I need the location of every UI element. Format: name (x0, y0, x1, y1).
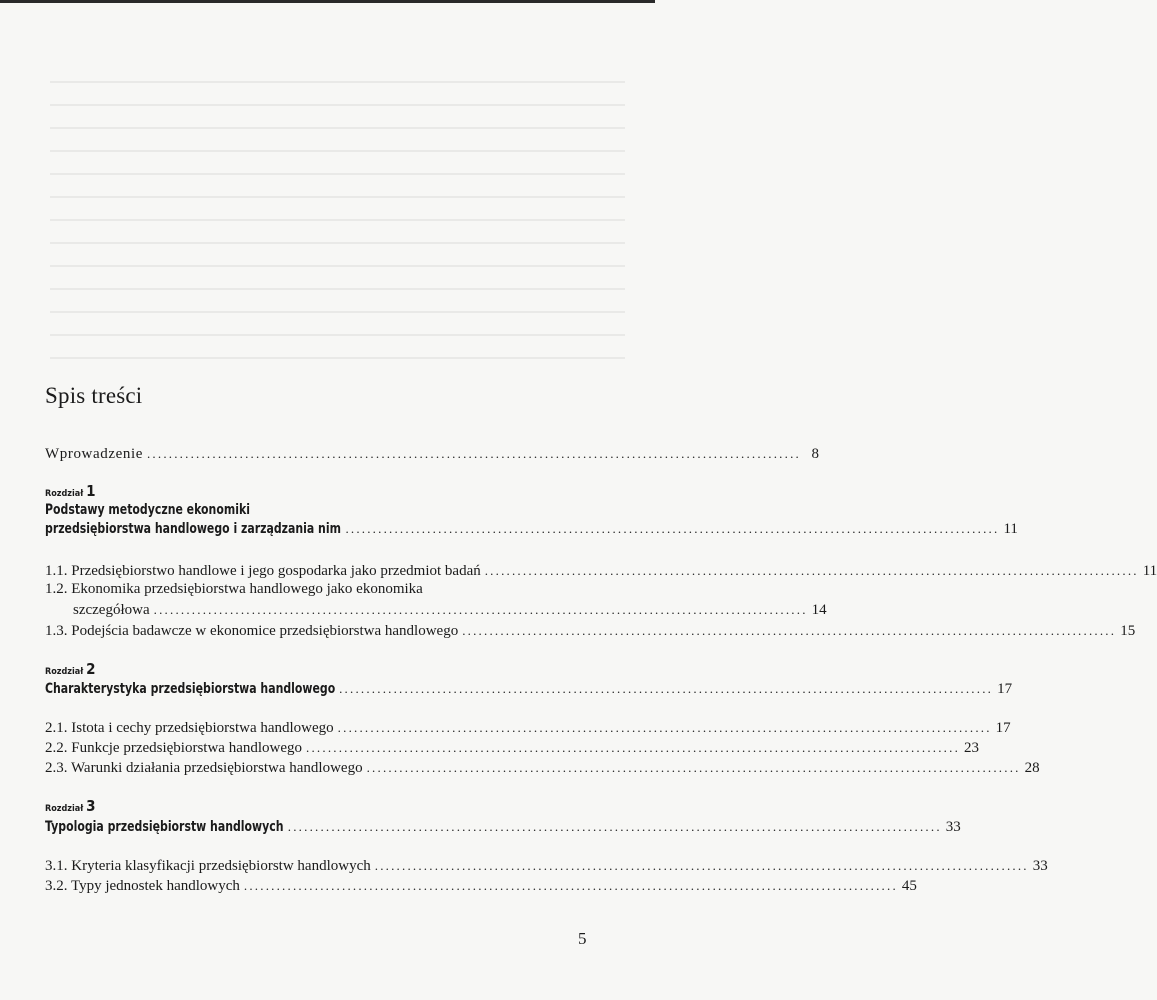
toc-page-number: 8 (811, 446, 819, 462)
section-text: 3.2. Typy jednostek handlowych (45, 878, 240, 894)
chapter-2-label (45, 662, 585, 679)
dot-leader: ........................................................................................................................ (153, 602, 808, 617)
section-text: 1.1. Przedsiębiorstwo handlowe i jego gospodarka jako przedmiot badań (45, 563, 481, 579)
section-text: 2.2. Funkcje przedsiębiorstwa handlowego (45, 740, 303, 756)
toc-section-2-2 (45, 738, 980, 758)
dot-leader: ........................................................................................................................ (306, 740, 961, 755)
page-top-edge (0, 0, 655, 3)
chapter-number: 2 (86, 660, 96, 678)
dot-leader: ........................................................................................................................ (146, 446, 801, 461)
chapter-title-text: Charakterystyka przedsiębiorstwa handlowego (45, 681, 336, 697)
toc-entry-introduction (45, 444, 819, 464)
chapter-label-text: Rozdział (45, 667, 84, 677)
chapter-title-text: przedsiębiorstwa handlowego i zarządzania nim (45, 521, 341, 537)
chapter-2-title (45, 679, 1013, 699)
chapter-1-title-line1: Podstawy metodyczne ekonomiki (45, 502, 250, 518)
dot-leader: ........................................................................................................................ (345, 521, 1000, 536)
toc-page-number: 33 (1032, 858, 1048, 874)
section-text: 1.3. Podejścia badawcze w ekonomice przedsiębiorstwa handlowego (45, 623, 459, 639)
chapter-label-text: Rozdział (45, 489, 84, 499)
section-text: 2.1. Istota i cechy przedsiębiorstwa handlowego (45, 720, 334, 736)
toc-page-number: 17 (995, 720, 1011, 736)
toc-page-number: 28 (1024, 760, 1040, 776)
page-number: 5 (578, 929, 587, 948)
chapter-1-title-line2 (45, 519, 1018, 539)
dot-leader: ........................................................................................................................ (484, 563, 1139, 578)
chapter-3-label (45, 799, 585, 816)
chapter-number: 1 (86, 482, 96, 500)
toc-page-number: 45 (901, 878, 917, 894)
toc-section-1-1 (45, 561, 1157, 581)
section-text: szczegółowa (73, 602, 150, 618)
dot-leader: ........................................................................................................................ (366, 760, 1021, 775)
toc-entry-label: Wprowadzenie (45, 446, 143, 462)
toc-section-1-3 (45, 621, 1136, 641)
chapter-3-title (45, 817, 961, 837)
toc-page-number: 14 (811, 602, 827, 618)
toc-page-number: 11 (1142, 563, 1157, 579)
toc-page-number: 15 (1120, 623, 1136, 639)
toc-page-number: 11 (1003, 521, 1018, 537)
dot-leader: ........................................................................................................................ (337, 720, 992, 735)
toc-section-1-2-line2 (45, 600, 827, 620)
toc-page-number: 33 (945, 819, 961, 835)
bleed-through-text (30, 60, 645, 370)
dot-leader: ........................................................................................................................ (243, 878, 898, 893)
toc-section-2-3 (45, 758, 1040, 778)
section-text: 3.1. Kryteria klasyfikacji przedsiębiorstw handlowych (45, 858, 371, 874)
page-title: Spis treści (45, 383, 143, 408)
toc-section-1-2-line1: 1.2. Ekonomika przedsiębiorstwa handlowego jako ekonomika (45, 581, 423, 597)
dot-leader: ........................................................................................................................ (287, 819, 942, 834)
toc-page-number: 17 (997, 681, 1013, 697)
toc-section-2-1 (45, 718, 1011, 738)
chapter-1-label (45, 484, 585, 501)
dot-leader: ........................................................................................................................ (339, 681, 994, 696)
dot-leader: ........................................................................................................................ (374, 858, 1029, 873)
toc-section-3-1 (45, 856, 1048, 876)
toc-section-3-2 (45, 876, 917, 896)
section-text: 2.3. Warunki działania przedsiębiorstwa handlowego (45, 760, 363, 776)
chapter-label-text: Rozdział (45, 804, 84, 814)
dot-leader: ........................................................................................................................ (462, 623, 1117, 638)
chapter-title-text: Typologia przedsiębiorstw handlowych (45, 819, 284, 835)
chapter-number: 3 (86, 797, 96, 815)
toc-page-number: 23 (964, 740, 980, 756)
